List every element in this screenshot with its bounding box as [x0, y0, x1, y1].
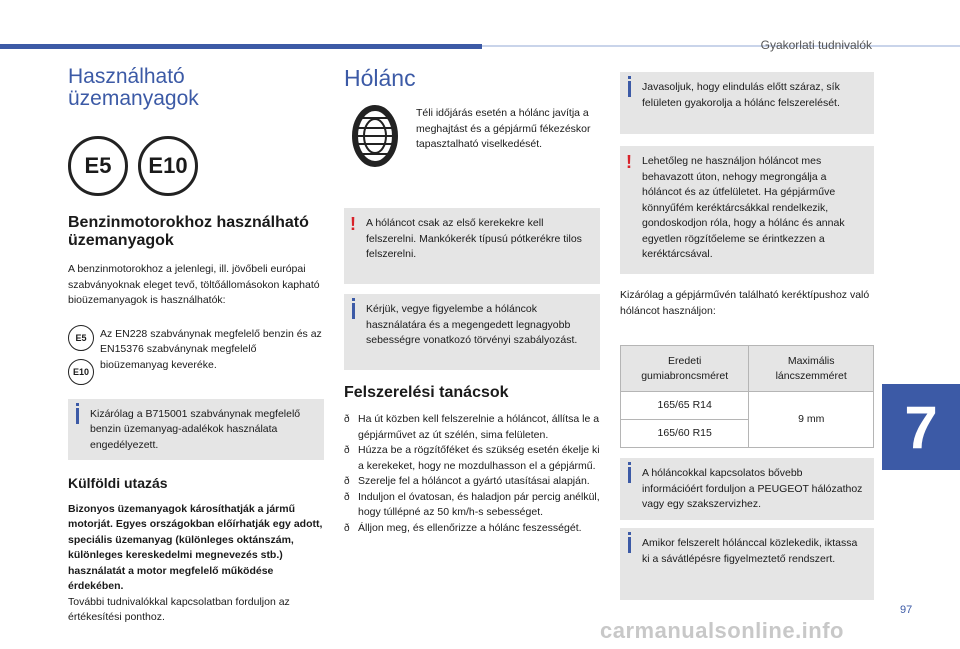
info-box-lane: [620, 528, 874, 600]
warning-icon: !: [350, 214, 356, 234]
info-icon: [628, 467, 631, 483]
top-accent-line: [482, 45, 960, 47]
info-box-speed: [344, 294, 600, 370]
e5-small-icon: E5: [68, 325, 94, 351]
page-number: 97: [900, 604, 913, 616]
table-cell-size-1: 165/65 R14: [621, 392, 749, 420]
table-cell-link-size: 9 mm: [749, 392, 874, 448]
info-box-practice: [620, 72, 874, 134]
watermark: carmanualsonline.info: [600, 618, 844, 643]
info-lane-text: Amikor felszerelt hólánccal közlekedik, iktassa ki a sávátlépésre figyelmeztető rendszert.: [642, 537, 858, 565]
info-peugeot-text: A hóláncokkal kapcsolatos bővebb információért forduljon a PEUGEOT hálózathoz vagy egy szakszervizhez.: [642, 467, 863, 510]
warning-box-front: [344, 208, 600, 284]
abroad-text: További tudnivalókkal kapcsolatban forduljon az értékesítési ponthoz.: [68, 595, 290, 623]
list-item: ð Ha út közben kell felszerelnie a hóláncot, állítsa le a gépjárművet az út szélén, sima felületen.: [344, 412, 600, 443]
fuels-subtitle: Benzinmotorokhoz használható üzemanyagok: [68, 214, 309, 249]
chapter-tab: 7: [882, 384, 960, 470]
info-box-additives: [68, 399, 324, 460]
chains-column: [344, 66, 600, 536]
chains-title: Hólánc: [344, 65, 416, 91]
fuel-badges: [68, 136, 324, 196]
install-steps: [344, 412, 600, 536]
only-chain-text: Kizárólag a gépjárművén található keréktípushoz való hóláncot használjon:: [620, 289, 870, 317]
table-row: [621, 392, 874, 420]
abroad-bold-text: Bizonyos üzemanyagok károsíthatják a jármű motorját. Egyes országokban előírhatják egy adott, speciális üzemanyag (különleges oktánszám, különleges kereskedelmi megnevezés stb.) használatát a motor megfelelő működése érdekében.: [68, 502, 323, 592]
abroad-title: Külföldi utazás: [68, 474, 168, 491]
list-item: ð Húzza be a rögzítőféket és szükség esetén ékelje ki a kerekeket, hogy ne mozdulhasson el a gépjármű.: [344, 443, 600, 474]
list-item: ð Induljon el óvatosan, és haladjon pár percig anélkül, hogy túllépné az 50 km/h-s sebességet.: [344, 490, 600, 521]
info-icon: [628, 81, 631, 97]
chains-intro-row: [344, 104, 600, 168]
e5-badge-icon: E5: [68, 136, 128, 196]
info-additives-text: Kizárólag a B715001 szabványnak megfelelő benzin üzemanyag-adalékok használata engedélyezett.: [90, 407, 301, 451]
table-header-link: Maximális láncszemméret: [749, 346, 874, 392]
chains-column-2: [620, 66, 874, 600]
list-item: ð Álljon meg, és ellenőrizze a hólánc feszességét.: [344, 521, 600, 537]
info-icon: [76, 408, 79, 424]
table-cell-size-2: 165/60 R15: [621, 420, 749, 448]
e10-small-icon: E10: [68, 359, 94, 385]
fuels-column: [68, 66, 324, 626]
e-fuel-row: [68, 321, 324, 385]
snow-chain-icon: [344, 104, 406, 168]
info-icon: [352, 303, 355, 319]
e-fuel-text: Az EN228 szabványnak megfelelő benzin és az EN15376 szabványnak megfelelő bioüzemanyag keveréke.: [100, 327, 322, 371]
table-header-row: [621, 346, 874, 392]
warning-box-damage: [620, 146, 874, 274]
install-title: Felszerelési tanácsok: [344, 384, 509, 401]
top-accent-bar: [0, 44, 482, 49]
info-icon: [628, 537, 631, 553]
info-box-peugeot: [620, 458, 874, 520]
chains-intro: Téli időjárás esetén a hólánc javítja a meghajtást és a gépjármű fékezéskor tapasztalható viselkedését.: [416, 107, 591, 150]
e10-badge-icon: E10: [138, 136, 198, 196]
fuels-title: Használható üzemanyagok: [68, 65, 199, 110]
warning-icon: !: [626, 152, 632, 172]
fuels-intro: A benzinmotorokhoz a jelenlegi, ill. jövőbeli európai szabványoknak eleget tevő, töltőállomásokon kapható bioüzemanyagok is használhatók:: [68, 263, 320, 306]
info-practice-text: Javasoljuk, hogy elindulás előtt száraz, sík felületen gyakorolja a hólánc felszerelését.: [642, 81, 840, 109]
warning-front-text: A hóláncot csak az első kerekekre kell felszerelni. Mankókerék típusú pótkerékre tilos felszerelni.: [366, 217, 582, 260]
e-small-badges: [68, 321, 94, 385]
table-header-tyre: Eredeti gumiabroncsméret: [621, 346, 749, 392]
list-item: ð Szerelje fel a hóláncot a gyártó utasításai alapján.: [344, 474, 600, 490]
warning-damage-text: Lehetőleg ne használjon hóláncot mes behavazott úton, nehogy megrongálja a hóláncot és az útfelületet. Ha gépjárműve könnyűfém keréktárcsákkal rendelkezik, gondoskodjon róla, hogy a hólánc és annak egyetlen rögzítőeleme se érintkezzen a keréktárcsával.: [642, 155, 845, 260]
section-header: Gyakorlati tudnivalók: [760, 38, 872, 52]
chain-size-table: [620, 345, 874, 448]
info-speed-text: Kérjük, vegye figyelembe a hóláncok használatára és a megengedett legnagyobb sebességre vonatkozó törvényi szabályozást.: [366, 303, 578, 346]
